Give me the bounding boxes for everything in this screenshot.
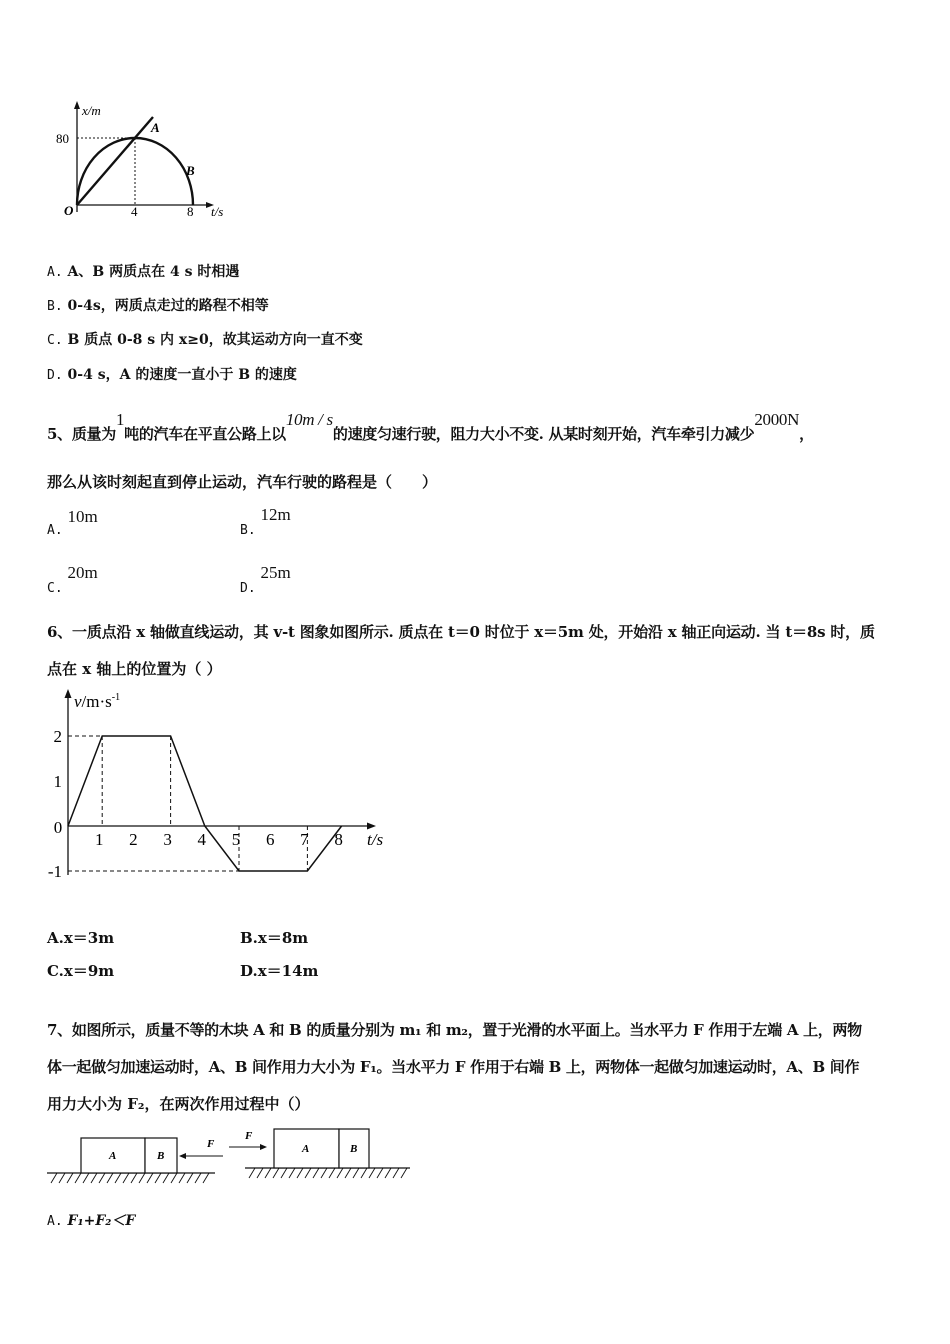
vt-x-tick-3: 3 xyxy=(163,830,172,849)
q5-option-c: C. 20m xyxy=(47,563,98,596)
q6-stem-line2: 点在 x 轴上的位置为（ ） xyxy=(47,660,222,678)
xt-x-tick-8: 8 xyxy=(187,204,194,219)
q6-stem-line1: 6、一质点沿 x 轴做直线运动，其 v-t 图象如图所示. 质点在 t＝0 时位于 x＝5m 处，开始沿 x 轴正向运动. 当 t＝8s 时，质 xyxy=(47,623,875,641)
xt-y-tick-80: 80 xyxy=(56,131,69,146)
vt-y-tick-neg1: -1 xyxy=(47,862,62,881)
q7-stem-line1: 7、如图所示，质量不等的木块 A 和 B 的质量分别为 m₁ 和 m₂，置于光滑的水平面上。当水平力 F 作用于左端 A 上，两物 xyxy=(47,1021,862,1039)
q6-option-b: B.x＝8m xyxy=(240,929,309,947)
force-arrowhead-left xyxy=(179,1153,186,1159)
force-label-left: F xyxy=(207,1138,215,1150)
block-a-left-label: A xyxy=(109,1150,117,1162)
vt-x-tick-4: 4 xyxy=(197,830,207,849)
q5-option-b: B. 12m xyxy=(240,505,291,538)
vt-y-arrow xyxy=(65,689,72,698)
xt-graph xyxy=(50,95,240,225)
block-b-left-label: B xyxy=(157,1150,165,1162)
q7-stem-line3: 用力大小为 F₂，在两次作用过程中（） xyxy=(47,1095,310,1113)
q4-option-a: A. A、B 两质点在 4 s 时相遇 xyxy=(47,264,240,280)
ground-hatch-right xyxy=(249,1168,407,1178)
ground-hatch-left xyxy=(51,1173,209,1183)
xt-y-arrow xyxy=(74,101,80,109)
vt-x-tick-0: 0 xyxy=(53,818,63,837)
vt-x-arrow xyxy=(367,823,376,830)
vt-chart xyxy=(40,685,400,885)
xt-y-label: x/m xyxy=(82,103,101,118)
xt-label-b: B xyxy=(186,163,195,178)
xt-line-a xyxy=(77,117,153,205)
block-b-right-label: B xyxy=(350,1143,358,1155)
q6-option-a: A.x＝3m xyxy=(47,929,115,947)
q5-option-d: D. 25m xyxy=(240,563,291,596)
vt-x-tick-6: 6 xyxy=(265,830,275,849)
vt-y-axis-title: $v/m\cdot s^{-1}$ xyxy=(74,692,121,711)
xt-origin: O xyxy=(64,203,74,218)
force-label-right: F xyxy=(245,1130,253,1142)
vt-x-axis-title: t/s xyxy=(367,830,384,849)
q6-option-c: C.x＝9m xyxy=(47,962,115,980)
q7-option-a: A. F₁+F₂＜F xyxy=(47,1213,136,1229)
force-arrowhead-right xyxy=(260,1144,267,1150)
vt-y-tick-1: 1 xyxy=(53,772,62,791)
q4-option-b: B. 0-4s，两质点走过的路程不相等 xyxy=(47,298,269,314)
vt-x-tick-5: 5 xyxy=(231,830,241,849)
q5-option-a: A. 10m xyxy=(47,507,98,538)
q4-option-c: C. B 质点 0-8 s 内 x≥0，故其运动方向一直不变 xyxy=(47,332,363,348)
block-a-right-label: A xyxy=(302,1143,310,1155)
q4-option-d: D. 0-4 s，A 的速度一直小于 B 的速度 xyxy=(47,367,297,383)
q7-figure xyxy=(45,1125,415,1187)
xt-x-label: t/s xyxy=(211,204,224,219)
vt-series-line xyxy=(68,736,342,871)
xt-label-a: A xyxy=(151,120,160,135)
q5-stem-line2: 那么从该时刻起直到停止运动，汽车行驶的路程是（ ） xyxy=(47,473,438,491)
q6-option-d: D.x＝14m xyxy=(240,962,319,980)
xt-x-tick-4: 4 xyxy=(131,204,138,219)
vt-x-tick-1: 1 xyxy=(94,830,104,849)
vt-y-tick-2: 2 xyxy=(53,727,62,746)
q7-stem-line2: 体一起做匀加速运动时，A、B 间作用力大小为 F₁。当水平力 F 作用于右端 B 上，两物体一起做匀加速运动时，A、B 间作 xyxy=(47,1058,860,1076)
vt-x-tick-8: 8 xyxy=(334,830,343,849)
q5-stem-line1: 5、质量为1吨的汽车在平直公路上以10m / s的速度匀速行驶，阻力大小不变. 从某时刻开始，汽车牵引力减少2000N， xyxy=(47,410,814,443)
vt-x-tick-7: 7 xyxy=(300,830,309,849)
vt-x-tick-2: 2 xyxy=(129,830,138,849)
